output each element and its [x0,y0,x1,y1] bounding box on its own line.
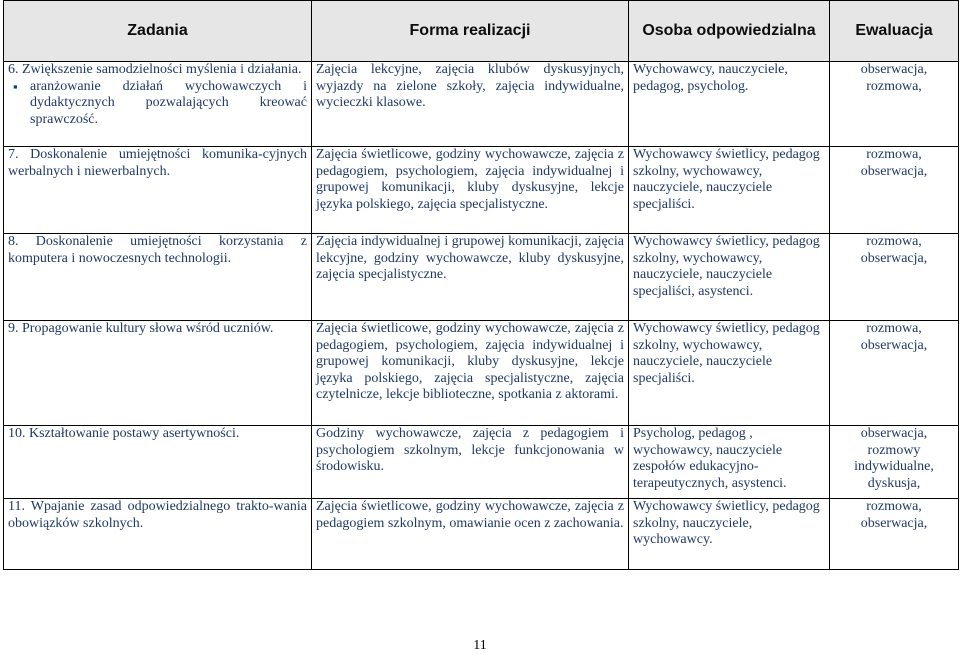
header-row [4,1,959,62]
responsible-cell: Wychowawcy świetlicy, pedagog szkolny, nauczyciele, wychowawcy. [629,499,830,570]
table-row [4,62,959,147]
evaluation-cell: rozmowa, obserwacja, [830,499,959,570]
task-cell: 8. Doskonalenie umiejętności korzystania z komputera i nowoczesnych technologii. [4,234,312,321]
table-row [4,147,959,234]
task-cell: 7. Doskonalenie umiejętności komunika-cyjnych werbalnych i niewerbalnych. [4,147,312,234]
task-cell: 9. Propagowanie kultury słowa wśród uczniów. [4,321,312,426]
task-cell: 10. Kształtowanie postawy asertywności. [4,426,312,499]
form-cell: Zajęcia indywidualnej i grupowej komunikacji, zajęcia lekcyjne, godziny wychowawcze, kluby dyskusyjne, zajęcia specjalistyczne. [312,234,629,321]
task-bullet-item: ▪ aranżowanie działań wychowawczych i dydaktycznych pozwalających kreować sprawczość. [30,79,307,129]
task-bullet-list [8,79,307,129]
evaluation-cell: obserwacja, rozmowa, [830,62,959,147]
plan-table [3,0,959,570]
table-row [4,321,959,426]
header-forma-realizacji: Forma realizacji [312,1,629,62]
form-cell: Zajęcia świetlicowe, godziny wychowawcze, zajęcia z pedagogiem, psychologiem, zajęcia indywidualnej i grupowej komunikacji, kluby dyskusyjne, lekcje języka polskiego, zajęcia specjalistyczne, zajęcia czytelnicze, lekcje biblioteczne, spotkania z aktorami. [312,321,629,426]
form-cell: Godziny wychowawcze, zajęcia z pedagogiem i psychologiem szkolnym, lekcje funkcjonowania w środowisku. [312,426,629,499]
evaluation-cell: rozmowa, obserwacja, [830,147,959,234]
header-osoba-odpowiedzialna: Osoba odpowiedzialna [629,1,830,62]
task-cell: 11. Wpajanie zasad odpowiedzialnego trakto-wania obowiązków szkolnych. [4,499,312,570]
table-row [4,426,959,499]
form-cell: Zajęcia lekcyjne, zajęcia klubów dyskusyjnych, wyjazdy na zielone szkoły, zajęcia indywidualne, wycieczki klasowe. [312,62,629,147]
header-zadania: Zadania [4,1,312,62]
header-ewaluacja: Ewaluacja [830,1,959,62]
responsible-cell: Wychowawcy świetlicy, pedagog szkolny, wychowawcy, nauczyciele, nauczyciele specjaliści, asystenci. [629,234,830,321]
evaluation-cell: rozmowa, obserwacja, [830,234,959,321]
task-cell [4,62,312,147]
page-number: 11 [473,638,487,653]
task-text: 6. Zwiększenie samodzielności myślenia i działania. [8,62,302,77]
responsible-cell: Wychowawcy, nauczyciele, pedagog, psycholog. [629,62,830,147]
form-cell: Zajęcia świetlicowe, godziny wychowawcze, zajęcia z pedagogiem, psychologiem, zajęcia indywidualnej i grupowej komunikacji, kluby dyskusyjne, lekcje języka polskiego, zajęcia specjalistyczne. [312,147,629,234]
form-cell: Zajęcia świetlicowe, godziny wychowawcze, zajęcia z pedagogiem szkolnym, omawianie ocen z zachowania. [312,499,629,570]
responsible-cell: Wychowawcy świetlicy, pedagog szkolny, wychowawcy, nauczyciele, nauczyciele specjaliści. [629,147,830,234]
responsible-cell: Psycholog, pedagog , wychowawcy, nauczyciele zespołów edukacyjno-terapeutycznych, asystenci. [629,426,830,499]
evaluation-cell: rozmowa, obserwacja, [830,321,959,426]
evaluation-cell: obserwacja, rozmowy indywidualne, dyskusja, [830,426,959,499]
table-row [4,234,959,321]
responsible-cell: Wychowawcy świetlicy, pedagog szkolny, wychowawcy, nauczyciele, nauczyciele specjaliści. [629,321,830,426]
table-row [4,499,959,570]
